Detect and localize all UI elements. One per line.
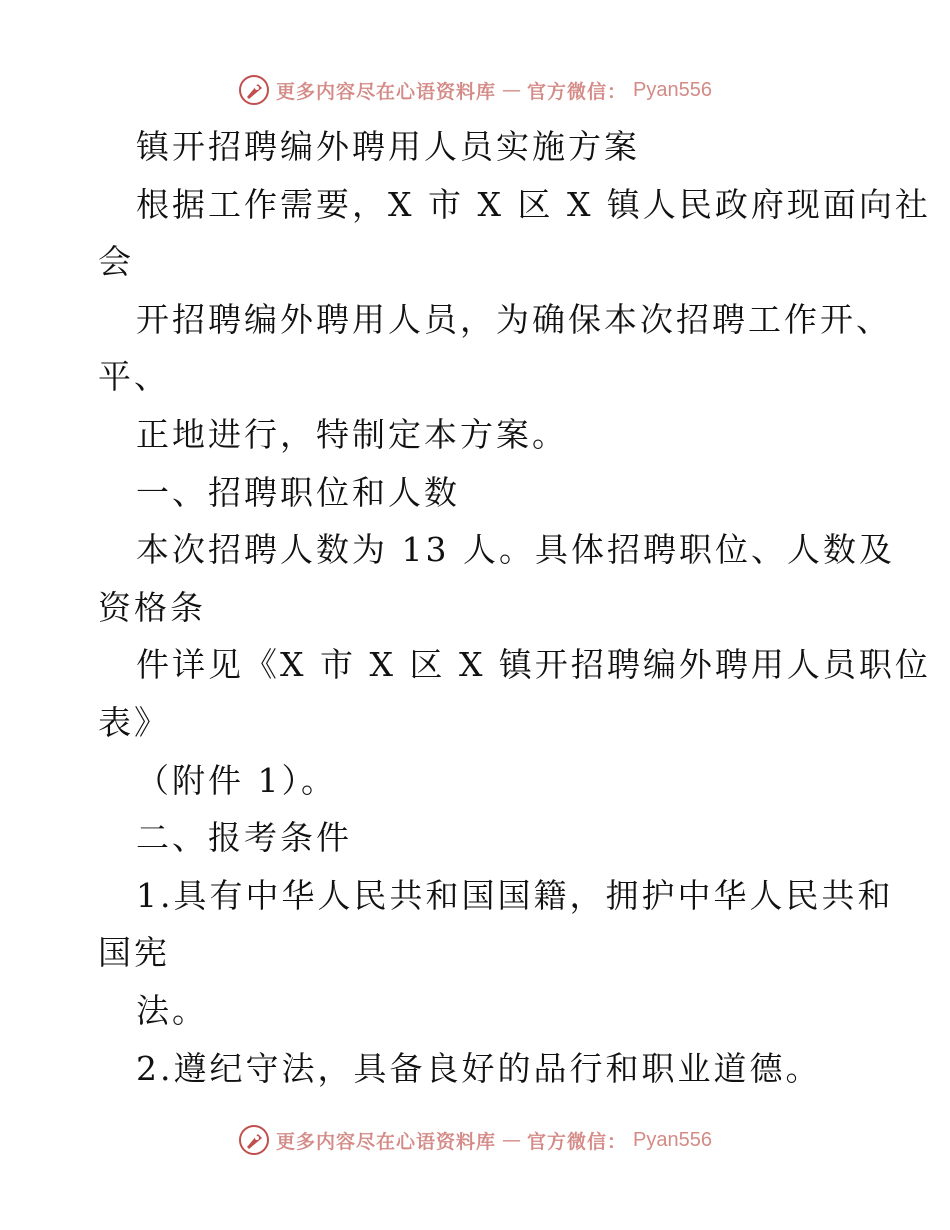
document-line: 开招聘编外聘用人员，为确保本次招聘工作开、 [136,299,892,339]
watermark-separator: — [502,1129,522,1151]
document-line: 正地进行，特制定本方案。 [136,414,568,454]
document-line: 资格条 [98,587,206,627]
document-line: 平、 [98,357,170,397]
document-line: 1.具有中华人民共和国国籍，拥护中华人民共和 [136,875,894,915]
watermark-text: 更多内容尽在心语资料库 [276,1130,497,1153]
document-line: 一、招聘职位和人数 [136,472,460,512]
document-line: 二、报考条件 [136,818,352,858]
watermark-footer [0,1120,950,1160]
document-line: 2.遵纪守法，具备良好的品行和职业道德。 [136,1048,822,1088]
watermark-header [0,70,950,110]
watermark-suffix: 官方微信： [527,1130,628,1153]
document-line: 会 [98,242,134,282]
watermark-wechat-id: Pyan556 [633,1128,712,1151]
document-line: 根据工作需要，X 市 X 区 X 镇人民政府现面向社 [136,184,931,224]
document-line: 法。 [136,990,208,1030]
watermark-separator: — [502,79,522,101]
pen-nib-logo-icon [238,74,270,106]
document-line: 表》 [98,702,170,742]
document-body [98,118,931,1097]
document-line: 镇开招聘编外聘用人员实施方案 [136,127,640,166]
document-line: 件详见《X 市 X 区 X 镇开招聘编外聘用人员职位 [136,645,931,685]
document-line: 本次招聘人数为 13 人。具体招聘职位、人数及 [136,530,895,570]
document-line: （附件 1）。 [136,760,337,800]
watermark-text: 更多内容尽在心语资料库 [276,80,497,103]
watermark-wechat-id: Pyan556 [633,78,712,101]
document-line: 国宪 [98,933,170,973]
pen-nib-logo-icon [238,1124,270,1156]
watermark-suffix: 官方微信： [527,80,628,103]
